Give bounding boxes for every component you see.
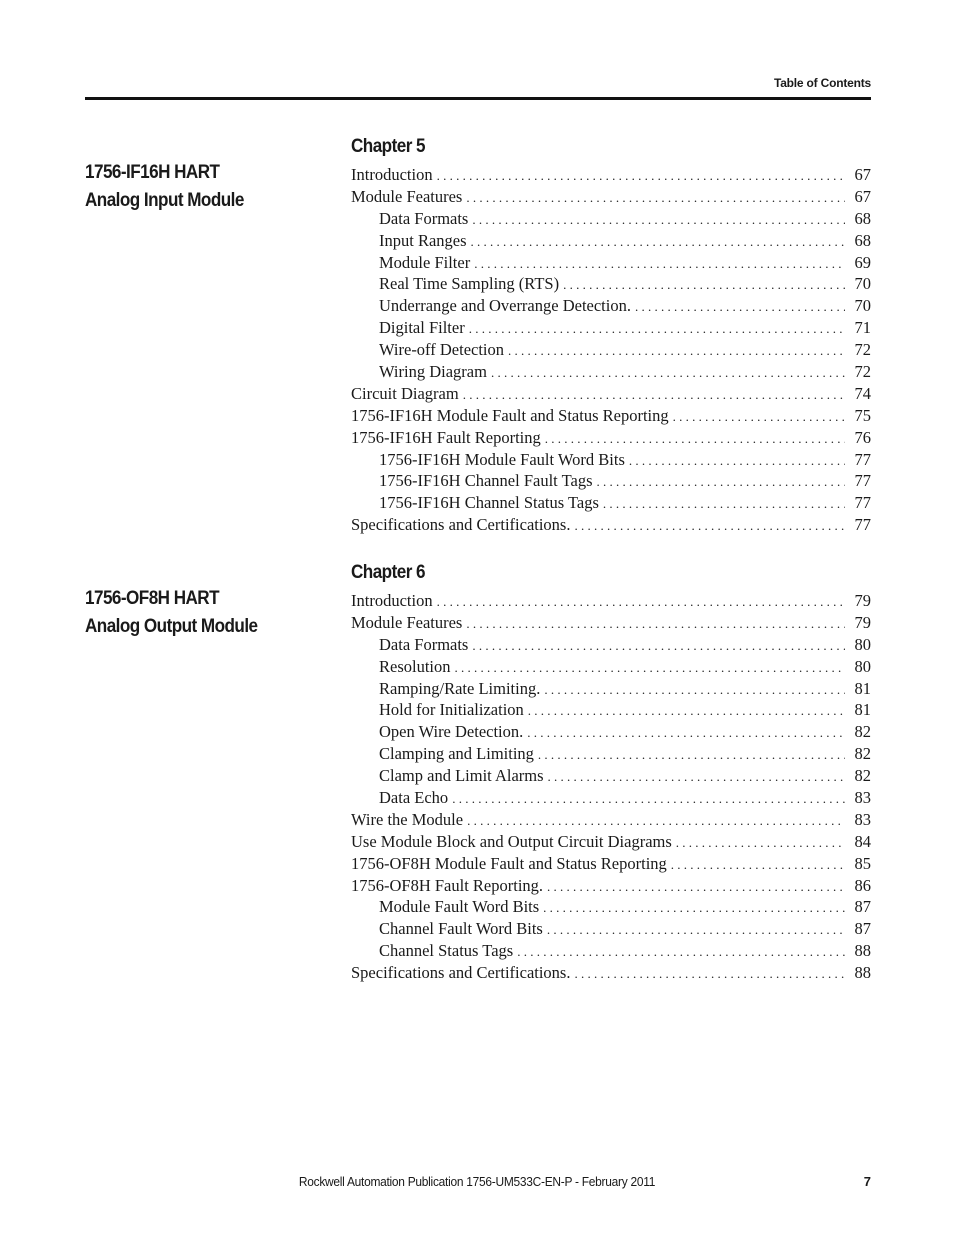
- toc-entry[interactable]: [351, 678, 871, 700]
- toc-entry-title: Specifications and Certifications.: [351, 515, 571, 535]
- toc-entry-page: 77: [854, 471, 871, 491]
- side-title-chapter-6: [85, 585, 301, 641]
- dot-leader: [545, 428, 845, 449]
- side-title-chapter-5: [85, 159, 301, 215]
- toc-entry-page: 72: [854, 362, 871, 382]
- toc-entry-page: 77: [854, 493, 871, 513]
- chapter-heading: Chapter 6: [351, 562, 426, 583]
- toc-entry[interactable]: [351, 317, 871, 339]
- toc-entry[interactable]: [351, 361, 871, 383]
- toc-entry[interactable]: [351, 809, 871, 831]
- toc-entry-page: 77: [854, 449, 871, 469]
- dot-leader: [597, 471, 846, 492]
- toc-entry-title: Introduction: [351, 591, 433, 610]
- toc-entry-title: Circuit Diagram: [351, 383, 459, 403]
- side-title-line: Analog Output Module: [85, 616, 258, 637]
- toc-entry-page: 82: [854, 766, 871, 786]
- toc-entry-title: Hold for Initialization: [379, 700, 524, 720]
- toc-entry-page: 72: [854, 340, 871, 360]
- toc-entry[interactable]: [351, 514, 871, 536]
- dot-leader: [471, 231, 845, 252]
- toc-entry-title: 1756-OF8H Module Fault and Status Reporting: [351, 853, 667, 873]
- toc-entry[interactable]: [351, 853, 871, 875]
- toc-entry-title: Module Fault Word Bits: [379, 897, 540, 917]
- toc-entry[interactable]: [351, 940, 871, 962]
- header-label: Table of Contents: [773, 76, 871, 90]
- toc-entry[interactable]: [351, 962, 871, 984]
- toc-entry-page: 79: [854, 591, 871, 610]
- dot-leader: [437, 591, 845, 612]
- toc-entry[interactable]: [351, 918, 871, 940]
- dot-leader: [635, 296, 845, 317]
- toc-entry-page: 83: [854, 809, 871, 829]
- toc-entry-title: Wiring Diagram: [379, 362, 487, 382]
- dot-leader: [574, 515, 845, 536]
- toc-entry-title: Open Wire Detection.: [379, 722, 524, 742]
- toc-entry[interactable]: [351, 273, 871, 295]
- dot-leader: [538, 744, 845, 765]
- side-title-line: Analog Input Module: [85, 190, 244, 211]
- toc-entry-page: 82: [854, 722, 871, 742]
- dot-leader: [466, 187, 845, 208]
- toc-entry[interactable]: [351, 295, 871, 317]
- toc-entry[interactable]: [351, 875, 871, 897]
- dot-leader: [673, 406, 845, 427]
- toc-entry-page: 70: [854, 274, 871, 294]
- dot-leader: [437, 165, 845, 186]
- dot-leader: [469, 318, 845, 339]
- toc-entry-title: Channel Fault Word Bits: [379, 919, 543, 939]
- toc-entry[interactable]: [351, 787, 871, 809]
- toc-entry[interactable]: [351, 896, 871, 918]
- toc-entry[interactable]: [351, 765, 871, 787]
- toc-entry[interactable]: [351, 230, 871, 252]
- dot-leader: [472, 209, 845, 230]
- toc-entry-title: 1756-IF16H Fault Reporting: [351, 427, 541, 447]
- toc-list: [351, 590, 871, 984]
- toc-entry-title: Real Time Sampling (RTS): [379, 274, 560, 294]
- toc-entry[interactable]: [351, 656, 871, 678]
- toc-entry-title: Input Ranges: [379, 230, 467, 250]
- dot-leader: [548, 766, 845, 787]
- toc-entry-title: Underrange and Overrange Detection.: [379, 296, 631, 316]
- dot-leader: [547, 876, 845, 897]
- toc-entry-page: 80: [854, 656, 871, 676]
- footer-publication: Rockwell Automation Publication 1756-UM533C-EN-P - February 2011: [298, 1174, 656, 1189]
- toc-entry-page: 86: [854, 875, 871, 895]
- toc-entry-page: 77: [854, 515, 871, 535]
- chapter-6-block: [351, 562, 871, 984]
- toc-entry[interactable]: [351, 699, 871, 721]
- chapter-5-block: [351, 136, 871, 536]
- toc-entry-title: Module Features: [351, 612, 463, 632]
- dot-leader: [517, 941, 845, 962]
- toc-entry-page: 88: [854, 941, 871, 961]
- dot-leader: [603, 493, 845, 514]
- toc-entry[interactable]: [351, 590, 871, 612]
- toc-entry-title: Module Filter: [379, 252, 471, 272]
- dot-leader: [474, 253, 845, 274]
- toc-entry[interactable]: [351, 449, 871, 471]
- toc-entry-page: 70: [854, 296, 871, 316]
- toc-entry-title: Specifications and Certifications.: [351, 963, 571, 983]
- toc-entry[interactable]: [351, 721, 871, 743]
- toc-entry-title: 1756-IF16H Channel Status Tags: [379, 493, 599, 513]
- toc-entry[interactable]: [351, 405, 871, 427]
- toc-entry[interactable]: [351, 492, 871, 514]
- toc-entry[interactable]: [351, 427, 871, 449]
- toc-entry-title: 1756-IF16H Channel Fault Tags: [379, 471, 593, 491]
- dot-leader: [528, 700, 845, 721]
- toc-entry-title: Clamp and Limit Alarms: [379, 766, 544, 786]
- toc-entry-page: 88: [854, 963, 871, 983]
- toc-entry-page: 67: [854, 186, 871, 206]
- toc-entry[interactable]: [351, 208, 871, 230]
- dot-leader: [455, 657, 845, 678]
- dot-leader: [527, 722, 845, 743]
- side-title-line: 1756-OF8H HART: [85, 588, 220, 609]
- dot-leader: [676, 832, 845, 853]
- toc-list: [351, 164, 871, 536]
- toc-entry-page: 67: [854, 165, 871, 184]
- toc-entry[interactable]: [351, 252, 871, 274]
- toc-entry[interactable]: [351, 383, 871, 405]
- toc-entry-page: 83: [854, 788, 871, 808]
- toc-entry-title: Introduction: [351, 165, 433, 184]
- side-title-line: 1756-IF16H HART: [85, 162, 220, 183]
- toc-entry-title: Data Echo: [379, 788, 449, 808]
- toc-entry-title: 1756-IF16H Module Fault Word Bits: [379, 449, 625, 469]
- toc-entry-title: Use Module Block and Output Circuit Diagrams: [351, 831, 672, 851]
- toc-entry-page: 81: [854, 700, 871, 720]
- dot-leader: [629, 450, 845, 471]
- chapter-heading: Chapter 5: [351, 136, 426, 157]
- dot-leader: [547, 919, 845, 940]
- toc-entry-title: Ramping/Rate Limiting.: [379, 678, 541, 698]
- toc-entry[interactable]: [351, 743, 871, 765]
- dot-leader: [544, 679, 845, 700]
- toc-entry-page: 85: [854, 853, 871, 873]
- dot-leader: [671, 854, 845, 875]
- dot-leader: [452, 788, 845, 809]
- toc-entry-page: 68: [854, 208, 871, 228]
- toc-entry-title: 1756-IF16H Module Fault and Status Reporting: [351, 405, 669, 425]
- dot-leader: [466, 613, 845, 634]
- toc-entry[interactable]: [351, 470, 871, 492]
- toc-entry[interactable]: [351, 634, 871, 656]
- toc-entry[interactable]: [351, 186, 871, 208]
- toc-entry-title: Wire-off Detection: [379, 340, 505, 360]
- header-rule: [85, 97, 871, 100]
- toc-entry-page: 76: [854, 427, 871, 447]
- toc-entry[interactable]: [351, 612, 871, 634]
- toc-entry-title: Digital Filter: [379, 318, 465, 338]
- toc-entry-page: 81: [854, 678, 871, 698]
- toc-entry-page: 71: [854, 318, 871, 338]
- toc-entry-title: Clamping and Limiting: [379, 744, 534, 764]
- toc-entry-title: Data Formats: [379, 208, 469, 228]
- toc-entry-title: Resolution: [379, 656, 451, 676]
- toc-entry[interactable]: [351, 831, 871, 853]
- toc-entry-title: 1756-OF8H Fault Reporting.: [351, 875, 544, 895]
- toc-entry-page: 84: [854, 831, 871, 851]
- dot-leader: [491, 362, 845, 383]
- dot-leader: [467, 810, 845, 831]
- toc-entry-title: Data Formats: [379, 634, 469, 654]
- dot-leader: [563, 274, 845, 295]
- toc-entry-page: 69: [854, 252, 871, 272]
- toc-entry-page: 80: [854, 634, 871, 654]
- dot-leader: [543, 897, 845, 918]
- page-number: 7: [863, 1174, 871, 1189]
- toc-entry[interactable]: [351, 339, 871, 361]
- toc-entry-page: 87: [854, 919, 871, 939]
- dot-leader: [463, 384, 845, 405]
- toc-entry-page: 75: [854, 405, 871, 425]
- dot-leader: [472, 635, 845, 656]
- toc-entry-page: 68: [854, 230, 871, 250]
- toc-entry-title: Module Features: [351, 186, 463, 206]
- dot-leader: [574, 963, 845, 984]
- toc-entry-page: 87: [854, 897, 871, 917]
- toc-entry-title: Wire the Module: [351, 809, 464, 829]
- toc-entry-page: 79: [854, 612, 871, 632]
- toc-entry-page: 82: [854, 744, 871, 764]
- toc-entry-page: 74: [854, 383, 871, 403]
- toc-entry[interactable]: [351, 164, 871, 186]
- toc-entry-title: Channel Status Tags: [379, 941, 514, 961]
- dot-leader: [508, 340, 845, 361]
